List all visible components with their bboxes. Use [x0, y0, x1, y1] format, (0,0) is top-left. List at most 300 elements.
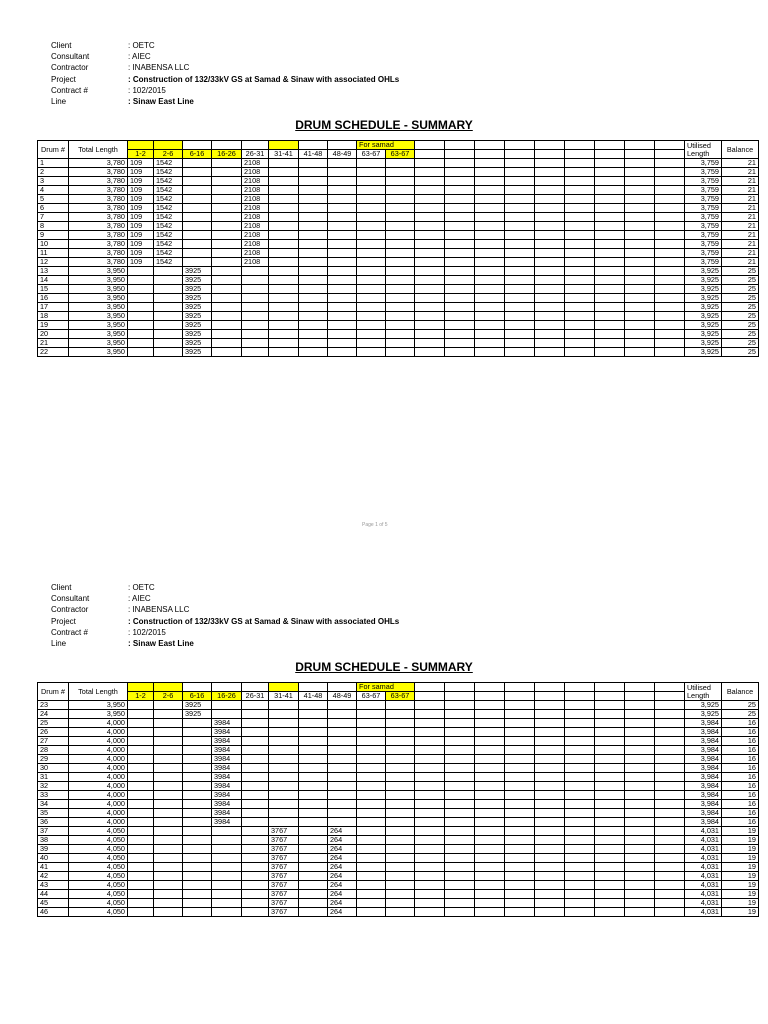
table-cell [242, 737, 269, 746]
table-cell [128, 303, 154, 312]
table-cell: 21 [722, 204, 759, 213]
table-cell [128, 890, 154, 899]
table-cell [357, 728, 386, 737]
table-cell: 2108 [242, 240, 269, 249]
table-cell [357, 809, 386, 818]
table-cell [415, 818, 445, 827]
table-cell [154, 836, 183, 845]
table-cell [415, 809, 445, 818]
table-cell [154, 863, 183, 872]
table-cell [475, 258, 505, 267]
contractor-label: Contractor [51, 63, 89, 73]
table-cell [357, 710, 386, 719]
table-cell [535, 159, 565, 168]
table-cell [299, 312, 328, 321]
table-cell [212, 303, 242, 312]
table-cell [505, 827, 535, 836]
table-cell [445, 899, 475, 908]
table-cell [655, 809, 685, 818]
table-cell [183, 728, 212, 737]
table-cell [505, 764, 535, 773]
table-cell: 3,925 [685, 339, 722, 348]
table-cell [655, 312, 685, 321]
table-cell [269, 782, 299, 791]
table-cell [505, 285, 535, 294]
table-cell: 25 [722, 312, 759, 321]
table-cell: 4,000 [69, 737, 128, 746]
table-cell: 4,031 [685, 863, 722, 872]
table-cell [242, 348, 269, 357]
table-cell [299, 303, 328, 312]
table-cell: 1542 [154, 231, 183, 240]
table-cell [269, 755, 299, 764]
table-cell [565, 294, 595, 303]
table-cell: 4,000 [69, 719, 128, 728]
range-blank-cell [535, 150, 565, 159]
table-cell [505, 204, 535, 213]
table-cell: 109 [128, 213, 154, 222]
table-cell [565, 890, 595, 899]
table-cell [625, 204, 655, 213]
table-cell [328, 773, 357, 782]
drum-number: 2 [38, 168, 69, 177]
table-cell [595, 276, 625, 285]
table-cell [269, 764, 299, 773]
table-cell [475, 800, 505, 809]
table-cell: 109 [128, 249, 154, 258]
table-cell: 3984 [212, 755, 242, 764]
table-cell [475, 719, 505, 728]
table-row [38, 267, 759, 276]
table-cell [183, 809, 212, 818]
table-cell: 3,950 [69, 267, 128, 276]
table-cell [505, 222, 535, 231]
table-cell [328, 303, 357, 312]
table-row [38, 285, 759, 294]
table-cell [535, 258, 565, 267]
table-cell [212, 285, 242, 294]
table-cell [595, 285, 625, 294]
table-cell [299, 908, 328, 917]
table-cell [128, 782, 154, 791]
table-cell [328, 312, 357, 321]
table-cell [535, 294, 565, 303]
table-row [38, 791, 759, 800]
table-cell [445, 321, 475, 330]
table-cell: 16 [722, 755, 759, 764]
line-row [51, 638, 399, 649]
table-cell [535, 222, 565, 231]
table-cell [445, 339, 475, 348]
table-cell [505, 863, 535, 872]
table-cell [625, 818, 655, 827]
drum-number: 11 [38, 249, 69, 258]
table-cell [269, 791, 299, 800]
range-header: 16-26 [212, 150, 242, 159]
table-cell [154, 818, 183, 827]
table-cell [269, 312, 299, 321]
table-cell: 1542 [154, 204, 183, 213]
table-cell [655, 881, 685, 890]
table-cell: 19 [722, 899, 759, 908]
table-cell [565, 321, 595, 330]
drum-number: 28 [38, 746, 69, 755]
table-cell [535, 737, 565, 746]
table-cell [357, 222, 386, 231]
header-blank-cell [212, 141, 242, 150]
drum-schedule-table-page2 [37, 682, 759, 917]
table-cell: 1542 [154, 177, 183, 186]
table-cell [535, 872, 565, 881]
table-cell [212, 258, 242, 267]
table-cell: 3,925 [685, 348, 722, 357]
drum-number: 34 [38, 800, 69, 809]
table-cell [386, 881, 415, 890]
table-cell: 16 [722, 746, 759, 755]
table-cell: 4,031 [685, 854, 722, 863]
table-cell [328, 791, 357, 800]
table-cell [505, 330, 535, 339]
table-cell: 21 [722, 222, 759, 231]
table-cell [269, 195, 299, 204]
table-cell: 4,000 [69, 728, 128, 737]
contract-label: Contract # [51, 85, 88, 95]
drum-number: 7 [38, 213, 69, 222]
table-cell [625, 719, 655, 728]
header-row [38, 683, 759, 692]
table-cell [505, 303, 535, 312]
table-cell [475, 348, 505, 357]
table-cell [625, 845, 655, 854]
range-header: 26-31 [242, 150, 269, 159]
table-cell [183, 737, 212, 746]
table-cell [154, 854, 183, 863]
header-blank-cell [565, 141, 595, 150]
header-blank-cell [242, 683, 269, 692]
table-cell [445, 240, 475, 249]
table-cell [445, 710, 475, 719]
table-cell [128, 746, 154, 755]
table-row [38, 339, 759, 348]
table-cell [505, 177, 535, 186]
table-cell: 3,950 [69, 330, 128, 339]
table-cell: 3,759 [685, 204, 722, 213]
drum-number: 10 [38, 240, 69, 249]
table-cell [535, 204, 565, 213]
table-cell: 3,950 [69, 294, 128, 303]
table-cell [128, 294, 154, 303]
table-cell [415, 737, 445, 746]
table-cell [328, 186, 357, 195]
table-cell [357, 845, 386, 854]
table-cell [475, 330, 505, 339]
range-header: 31-41 [269, 150, 299, 159]
table-cell [299, 899, 328, 908]
table-cell [475, 746, 505, 755]
table-cell [595, 222, 625, 231]
table-cell [505, 755, 535, 764]
table-cell [445, 764, 475, 773]
table-cell [212, 908, 242, 917]
header-blank-cell [565, 683, 595, 692]
table-row [38, 321, 759, 330]
table-cell [565, 809, 595, 818]
table-cell [357, 872, 386, 881]
table-cell [299, 258, 328, 267]
range-header: 63-67 [357, 150, 386, 159]
table-cell: 25 [722, 339, 759, 348]
table-cell [535, 267, 565, 276]
page1-header [51, 40, 399, 107]
table-cell: 4,050 [69, 881, 128, 890]
table-row [38, 809, 759, 818]
table-row [38, 159, 759, 168]
table-cell [415, 710, 445, 719]
table-cell [386, 818, 415, 827]
table-cell [625, 186, 655, 195]
table-cell [415, 222, 445, 231]
table-cell [625, 854, 655, 863]
table-cell [357, 159, 386, 168]
table-row [38, 863, 759, 872]
table-row [38, 168, 759, 177]
table-cell [242, 791, 269, 800]
table-cell: 3767 [269, 845, 299, 854]
table-cell: 3,984 [685, 746, 722, 755]
table-cell [595, 168, 625, 177]
table-cell [128, 836, 154, 845]
table-cell [269, 186, 299, 195]
table-cell [655, 737, 685, 746]
table-cell [565, 348, 595, 357]
table-cell [655, 204, 685, 213]
page2-header [51, 582, 399, 649]
table-cell [535, 818, 565, 827]
table-cell: 3,984 [685, 728, 722, 737]
table-cell [299, 773, 328, 782]
table-cell [328, 168, 357, 177]
table-cell [595, 231, 625, 240]
table-cell: 21 [722, 240, 759, 249]
table-cell [535, 312, 565, 321]
table-cell [535, 285, 565, 294]
table-cell: 3,780 [69, 213, 128, 222]
table-cell [183, 186, 212, 195]
table-cell [154, 701, 183, 710]
drum-number: 5 [38, 195, 69, 204]
table-cell: 109 [128, 240, 154, 249]
table-cell [328, 701, 357, 710]
range-blank-cell [565, 150, 595, 159]
table-cell [565, 213, 595, 222]
table-cell: 1542 [154, 195, 183, 204]
table-cell [328, 330, 357, 339]
table-cell: 4,031 [685, 881, 722, 890]
table-cell: 3925 [183, 285, 212, 294]
table-cell [625, 276, 655, 285]
table-row [38, 827, 759, 836]
table-cell [183, 258, 212, 267]
table-cell [357, 863, 386, 872]
table-cell [625, 746, 655, 755]
table-cell [445, 177, 475, 186]
table-row [38, 890, 759, 899]
table-cell [299, 728, 328, 737]
table-cell: 1542 [154, 186, 183, 195]
table-cell [128, 719, 154, 728]
table-cell [565, 791, 595, 800]
table-cell: 3,759 [685, 168, 722, 177]
table-cell [655, 746, 685, 755]
table-cell: 16 [722, 773, 759, 782]
table-cell [242, 863, 269, 872]
drum-number: 15 [38, 285, 69, 294]
table-cell [128, 276, 154, 285]
table-cell [328, 159, 357, 168]
table-cell [386, 809, 415, 818]
table-cell [328, 800, 357, 809]
table-cell [128, 710, 154, 719]
drum-number: 32 [38, 782, 69, 791]
header-blank-cell [505, 141, 535, 150]
table-cell [655, 249, 685, 258]
table-cell [535, 782, 565, 791]
header-blank-cell [154, 141, 183, 150]
table-cell [445, 231, 475, 240]
table-row [38, 728, 759, 737]
table-cell [212, 231, 242, 240]
table-cell [212, 701, 242, 710]
table-cell [415, 908, 445, 917]
table-cell [386, 908, 415, 917]
table-cell [357, 168, 386, 177]
table-cell: 3925 [183, 710, 212, 719]
table-cell [269, 701, 299, 710]
client-row [51, 582, 399, 593]
table-cell: 2108 [242, 204, 269, 213]
table-row [38, 845, 759, 854]
table-cell: 4,031 [685, 836, 722, 845]
table-cell [299, 755, 328, 764]
header-blank-cell [128, 141, 154, 150]
drum-number: 30 [38, 764, 69, 773]
table-cell [299, 195, 328, 204]
table-cell: 3,984 [685, 719, 722, 728]
project-label: Project [51, 616, 76, 626]
range-blank-cell [535, 692, 565, 701]
table-cell: 109 [128, 222, 154, 231]
table-cell [328, 339, 357, 348]
table-cell [328, 240, 357, 249]
table-cell [269, 746, 299, 755]
table-cell: 3,925 [685, 330, 722, 339]
table-cell: 2108 [242, 213, 269, 222]
range-blank-cell [655, 150, 685, 159]
table-cell [299, 863, 328, 872]
table-cell [595, 204, 625, 213]
drum-number: 38 [38, 836, 69, 845]
header-blank-cell [415, 141, 445, 150]
table-cell: 3925 [183, 276, 212, 285]
table-cell [242, 809, 269, 818]
table-cell: 25 [722, 303, 759, 312]
table-cell [445, 782, 475, 791]
table-cell [535, 863, 565, 872]
line-label: Line [51, 639, 67, 649]
table-cell: 4,031 [685, 890, 722, 899]
table-cell [445, 249, 475, 258]
table-cell [242, 321, 269, 330]
table-cell [183, 231, 212, 240]
table-cell [445, 719, 475, 728]
table-cell [386, 773, 415, 782]
table-cell: 3925 [183, 701, 212, 710]
table-cell [445, 809, 475, 818]
table-cell [154, 303, 183, 312]
table-cell [595, 728, 625, 737]
table-cell [565, 737, 595, 746]
table-cell [655, 908, 685, 917]
range-header: 26-31 [242, 692, 269, 701]
drum-number: 13 [38, 267, 69, 276]
table-cell: 3984 [212, 809, 242, 818]
table-cell [269, 728, 299, 737]
table-cell [299, 890, 328, 899]
table-row [38, 294, 759, 303]
table-row [38, 818, 759, 827]
table-cell [357, 755, 386, 764]
table-cell [299, 159, 328, 168]
table-cell [386, 791, 415, 800]
table-cell [505, 312, 535, 321]
table-cell [415, 330, 445, 339]
table-cell [475, 276, 505, 285]
table-cell [505, 791, 535, 800]
table-cell [328, 258, 357, 267]
header-blank-cell [415, 683, 445, 692]
table-cell [475, 240, 505, 249]
table-cell [625, 764, 655, 773]
table-cell [242, 899, 269, 908]
table-cell: 3,925 [685, 303, 722, 312]
range-header: 1-2 [128, 150, 154, 159]
table-cell [386, 258, 415, 267]
header-blank-cell [183, 141, 212, 150]
range-blank-cell [625, 692, 655, 701]
table-cell [128, 764, 154, 773]
table-cell: 3767 [269, 890, 299, 899]
table-cell [386, 321, 415, 330]
table-row [38, 195, 759, 204]
table-cell [128, 827, 154, 836]
table-cell [415, 719, 445, 728]
table-cell [357, 294, 386, 303]
table-cell: 3,925 [685, 710, 722, 719]
drum-number: 14 [38, 276, 69, 285]
table-cell [475, 791, 505, 800]
line-value: : Sinaw East Line [128, 639, 194, 649]
table-cell [386, 240, 415, 249]
table-cell [357, 339, 386, 348]
table-cell [299, 339, 328, 348]
project-row [51, 74, 399, 85]
table-cell [183, 899, 212, 908]
table-cell [595, 755, 625, 764]
table-cell [357, 303, 386, 312]
drum-number: 17 [38, 303, 69, 312]
table-cell [269, 213, 299, 222]
header-blank-cell [299, 683, 328, 692]
